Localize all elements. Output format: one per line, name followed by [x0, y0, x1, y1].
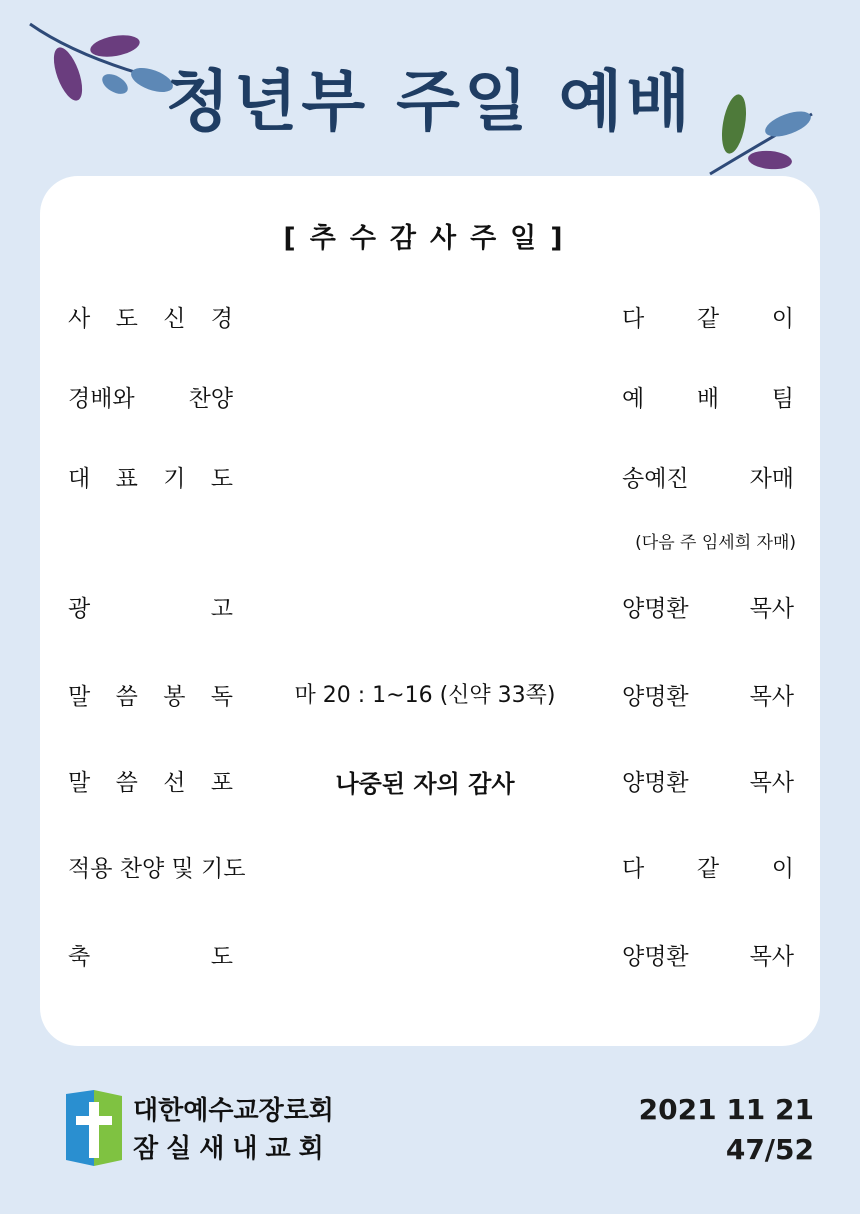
- cross-logo-icon: [66, 1090, 122, 1166]
- church-denomination: 대한예수교장로회: [133, 1096, 334, 1126]
- church-title: 잠실새내교회: [133, 1134, 332, 1164]
- row-value: 양명환 목사: [622, 770, 794, 796]
- sermon-title: 나중된 자의 감사: [335, 770, 515, 798]
- row-label: 말 씀 선 포: [68, 770, 233, 796]
- service-row: [40, 460, 820, 500]
- service-row: [40, 590, 820, 630]
- row-value: 다 같 이: [622, 856, 794, 882]
- row-value: 양명환 목사: [622, 684, 794, 710]
- scripture-reference: 마 20 : 1~16 (신약 33쪽): [294, 683, 556, 708]
- page-number: 47/52: [725, 1133, 814, 1166]
- order-of-service-card: [40, 176, 820, 1046]
- next-week-note: (다음 주 임세희 자매): [635, 533, 796, 553]
- row-label: 적용 찬양 및 기도: [68, 856, 246, 882]
- page-title: 청년부 주일 예배: [165, 63, 695, 140]
- service-subtitle: [추수감사주일]: [283, 223, 577, 254]
- row-value: 양명환 목사: [622, 596, 794, 622]
- row-label: 축 도: [68, 944, 233, 970]
- row-label: 사 도 신 경: [68, 306, 233, 332]
- service-row: [40, 300, 820, 340]
- row-value: 송예진 자매: [622, 466, 794, 492]
- row-value: 다 같 이: [622, 306, 794, 332]
- row-label: 광 고: [68, 596, 233, 622]
- row-value: 양명환 목사: [622, 944, 794, 970]
- church-name: [133, 1092, 334, 1168]
- service-row: [40, 764, 820, 804]
- service-row: [40, 380, 820, 420]
- row-value: 예 배 팀: [622, 386, 794, 412]
- service-row: [40, 850, 820, 890]
- service-row: [40, 938, 820, 978]
- row-label: 경배와 찬양: [68, 386, 233, 412]
- service-date: 2021 11 21: [638, 1093, 814, 1126]
- date-block: [639, 1090, 814, 1170]
- row-label: 대 표 기 도: [68, 466, 233, 492]
- service-row: [40, 678, 820, 718]
- row-label: 말 씀 봉 독: [68, 684, 233, 710]
